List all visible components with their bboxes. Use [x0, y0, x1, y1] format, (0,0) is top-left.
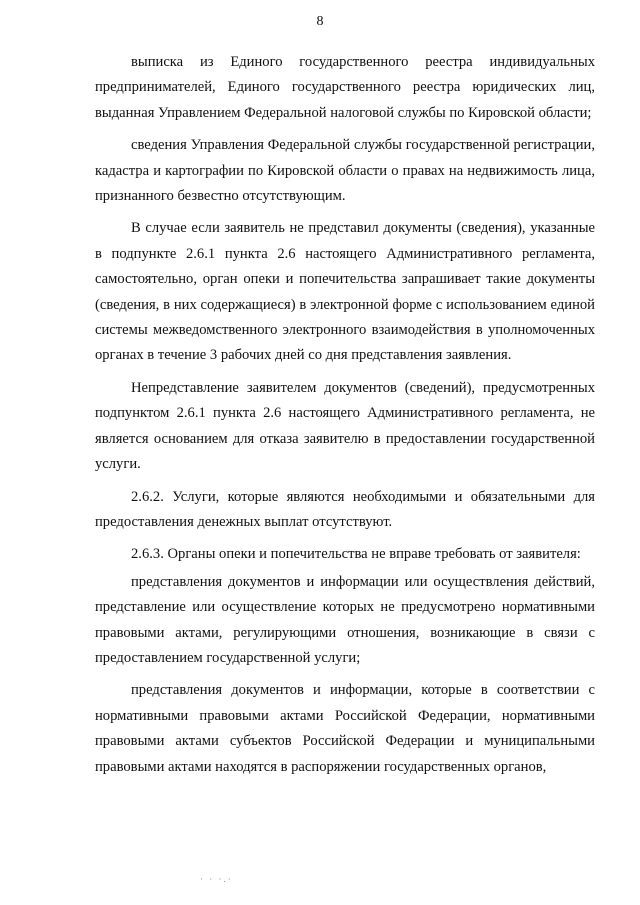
paragraph-non-submission: Непредставление заявителем документов (сведений), предусмотренных подпунктом 2.6.1 пункта 2.6 настоящего Административного регламента, не является основанием для отказа заявителю в предоставлении государственной услуги.: [95, 379, 595, 473]
paragraph-extract-registry: выписка из Единого государственного реестра индивидуальных предпринимателей, Единого государственного реестра юридических лиц, выданная Управлением Федеральной налоговой службы по Кировской области;: [95, 54, 595, 121]
paragraph-2-6-3: 2.6.3. Органы опеки и попечительства не вправе требовать от заявителя:: [131, 546, 581, 563]
paragraph-rosreestr-info: сведения Управления Федеральной службы государственной регистрации, кадастра и картографии по Кировской области о правах на недвижимость лица, признанного безвестно отсутствующим.: [95, 137, 595, 205]
document-body: [95, 50, 595, 780]
paragraph-no-extra-actions: представления документов и информации или осуществления действий, представление или осуществление которых не предусмотрено нормативными правовыми актами, регулирующими отношения, возникающие в связи с предоставлением государственной услуги;: [95, 573, 595, 666]
paragraph-request-documents: В случае если заявитель не представил документы (сведения), указанные в подпункте 2.6.1 пункта 2.6 настоящего Административного регламента, самостоятельно, орган опеки и попечительства запрашивает такие документы (сведения, в них содержащиеся) в электронной форме с использованием единой системы межведомственного электронного взаимодействия в уполномоченных органах в течение 3 рабочих дней со дня представления заявления.: [95, 220, 595, 364]
scan-artifact: · · ·.·: [200, 874, 233, 884]
paragraph-no-documents-held: представления документов и информации, которые в соответствии с нормативными правовыми актами Российской Федерации, нормативными правовыми актами субъектов Российской Федерации и муниципальными правовыми актами находятся в распоряжении государственных органов,: [95, 682, 595, 775]
page-number: 8: [316, 14, 324, 29]
paragraph-2-6-2: 2.6.2. Услуги, которые являются необходимыми и обязательными для предоставления денежных выплат отсутствуют.: [95, 488, 595, 530]
